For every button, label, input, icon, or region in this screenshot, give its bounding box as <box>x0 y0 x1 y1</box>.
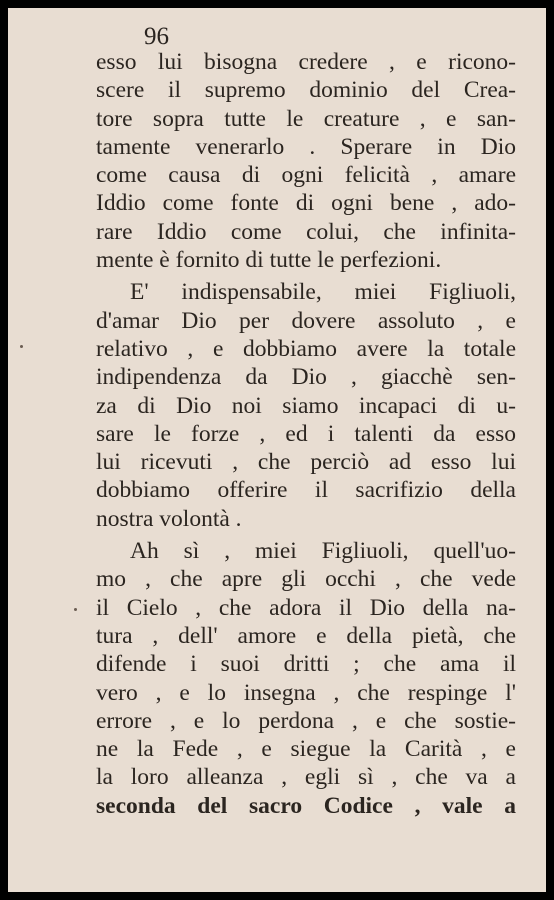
text-line: la loro alleanza , egli sì , che va a <box>96 764 516 791</box>
text-line: rare Iddio come colui, che infinita- <box>96 218 516 245</box>
text-line: tamente venerarlo . Sperare in Dio <box>96 133 516 160</box>
text-line: Iddio come fonte di ogni bene , ado- <box>96 190 516 217</box>
text-line: Ah sì , miei Figliuoli, quell'uo- <box>130 538 516 565</box>
text-line: lui ricevuti , che perciò ad esso lui <box>96 449 516 476</box>
text-line: za di Dio noi siamo incapaci di u- <box>96 392 516 419</box>
text-line: mo , che apre gli occhi , che vede <box>96 566 516 593</box>
text-line: nostra volontà . <box>96 505 242 532</box>
book-page <box>8 8 546 892</box>
text-line: relativo , e dobbiamo avere la totale <box>96 335 516 362</box>
text-line: ne la Fede , e siegue la Carità , e <box>96 736 516 763</box>
text-line: seconda del sacro Codice , vale a <box>96 792 516 819</box>
text-line: E' indispensabile, miei Figliuoli, <box>130 279 516 306</box>
page-text <box>96 48 516 820</box>
text-line: errore , e lo perdona , e che sostie- <box>96 707 516 734</box>
text-line: il Cielo , che adora il Dio della na- <box>96 594 516 621</box>
paragraph-2 <box>96 278 516 533</box>
text-line: dobbiamo offerire il sacrifizio della <box>96 477 516 504</box>
paper-speck <box>74 608 77 611</box>
text-line: esso lui bisogna credere , e ricono- <box>96 49 516 75</box>
page-number: 96 <box>144 23 169 50</box>
text-line: d'amar Dio per dovere assoluto , e <box>96 307 516 334</box>
text-line: difende i suoi dritti ; che ama il <box>96 651 516 678</box>
text-line: vero , e lo insegna , che respinge l' <box>96 679 516 706</box>
text-line: scere il supremo dominio del Crea- <box>96 77 516 104</box>
paragraph-3 <box>96 537 516 820</box>
text-line: indipendenza da Dio , giacchè sen- <box>96 364 516 391</box>
text-line: tore sopra tutte le creature , e san- <box>96 105 516 132</box>
paper-speck <box>20 345 23 348</box>
paragraph-1 <box>96 48 516 274</box>
text-line: mente è fornito di tutte le perfezioni. <box>96 247 442 274</box>
text-line: sare le forze , ed i talenti da esso <box>96 420 516 447</box>
text-line: tura , dell' amore e della pietà, che <box>96 622 516 649</box>
text-line: come causa di ogni felicità , amare <box>96 162 516 189</box>
